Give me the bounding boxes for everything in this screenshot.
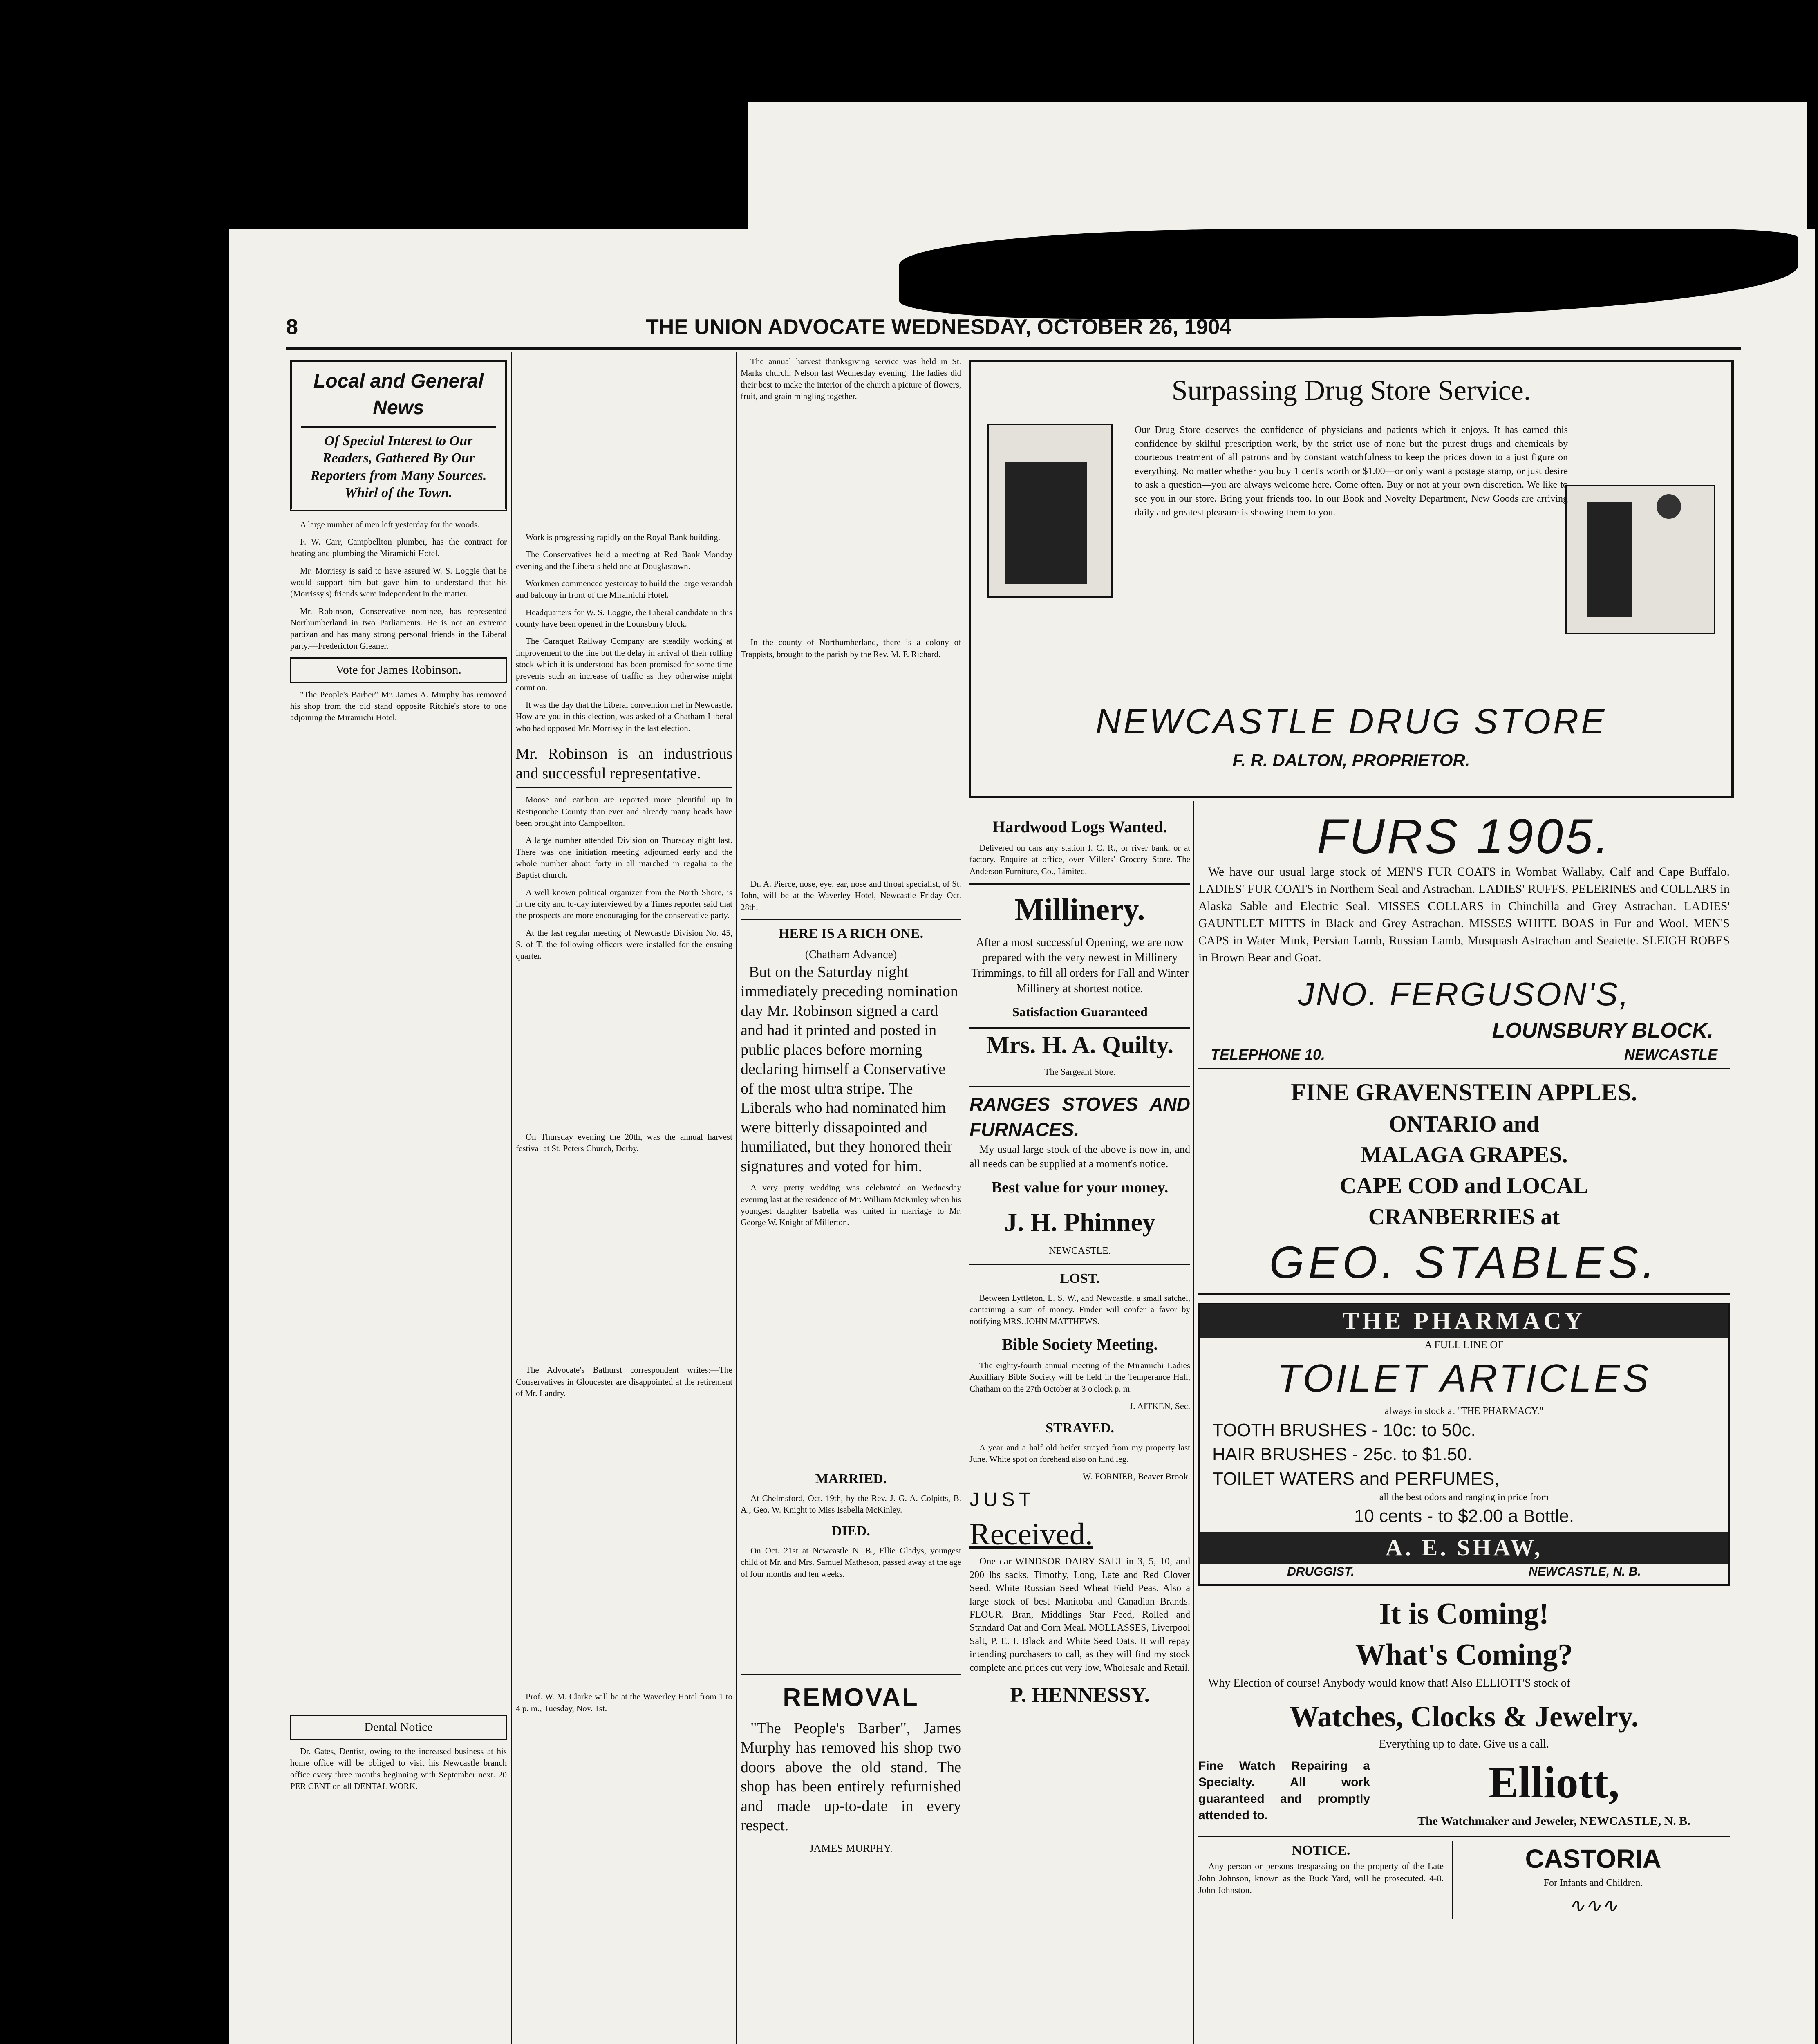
lost-title: LOST.: [969, 1264, 1190, 1288]
news-item: Work is progressing rapidly on the Royal Bank building.: [526, 532, 721, 542]
removal-signature: JAMES MURPHY.: [809, 1842, 893, 1854]
strayed-text: A year and a half old heifer strayed from my property last June. White spot on forehead also on hind leg.: [969, 1442, 1190, 1464]
news-item: The annual harvest thanksgiving service was held in St. Marks church, Nelson last Wednesday evening. The ladies did their best to make the interior of the church a picture of flowers, fruit, and grain mingling together.: [741, 356, 961, 401]
news-item: It was the day that the Liberal convention met in Newcastle. How are you in this election, was asked of a Chatham Liberal who had opposed Mr. Morrissy in the last election.: [516, 700, 732, 733]
logs-title: Hardwood Logs Wanted.: [992, 818, 1167, 836]
shaw-contact: [1200, 1564, 1728, 1580]
store-name: NEWCASTLE DRUG STORE: [1095, 702, 1607, 741]
coming-subheadline: What's Coming?: [1355, 1638, 1573, 1672]
died-title: DIED.: [832, 1524, 870, 1539]
apples-line: FINE GRAVENSTEIN APPLES.: [1291, 1078, 1637, 1106]
received-title: Received.: [969, 1517, 1093, 1551]
news-item: Mr. Robinson, Conservative nominee, has represented Northumberland in two Parliaments. He is not an extreme partizan and has many strong personal friends in the Liberal party.—Fredericton Gleaner.: [290, 606, 507, 651]
column-rule: [736, 352, 737, 2044]
pharmacist-illustration: [1565, 485, 1715, 634]
pharmacy-prices: 10 cents - to $2.00 a Bottle.: [1354, 1506, 1574, 1526]
hair-brushes: HAIR BRUSHES - 25c. to $1.50.: [1212, 1444, 1472, 1465]
masthead: [286, 315, 1741, 343]
drug-store-ad: [969, 360, 1734, 798]
hennessy-name: P. HENNESSY.: [1010, 1683, 1150, 1707]
repair-text: Fine Watch Repairing a Specialty. All work guaranteed and promptly attended to.: [1198, 1759, 1370, 1822]
news-item: F. W. Carr, Campbellton plumber, has the contract for heating and plumbing the Miramichi Hotel.: [290, 536, 507, 558]
column-rule: [1193, 801, 1194, 2044]
news-item: Workmen commenced yesterday to build the large verandah and balcony in front of the Miramichi Hotel.: [516, 578, 732, 600]
shaw-name: A. E. SHAW,: [1200, 1532, 1728, 1564]
logs-text: Delivered on cars any station I. C. R., or river bank, or at factory. Enquire at office, over Millers' Grocery Store. The Anderson Furniture, Co., Limited.: [969, 843, 1190, 876]
news-item: Headquarters for W. S. Loggie, the Liberal candidate in this county have been opened in the Lounsbury block.: [516, 607, 732, 629]
column-rule: [511, 352, 512, 2044]
column-1: [290, 360, 507, 2044]
received-text: One car WINDSOR DAIRY SALT in 3, 5, 10, and 200 lbs sacks. Timothy, Long, Late and Red Clover Seed. White Russian Seed Wheat Field Peas. Also a large stock of best Manitoba and Canadian Brands. FLOUR. Bran, Middlings Star Feed, Rolled and Standard Oat and Corn Meal. MOLLASSES, Liverpool Salt, P. E. I. Black and White Seed Oats. It will repay intending purchasers to call, as they will find my stock complete and prices cut very low, Wholesale and Retail.: [969, 1556, 1190, 1673]
stables-name: GEO. STABLES.: [1198, 1233, 1730, 1295]
ferguson-town: NEWCASTLE: [1624, 1046, 1717, 1063]
store-proprietor: F. R. DALTON, PROPRIETOR.: [1232, 751, 1470, 770]
capecod-line: CAPE COD and LOCAL: [1339, 1173, 1589, 1199]
married-text: At Chelmsford, Oct. 19th, by the Rev. J. G. A. Colpitts, B. A., Geo. W. Knight to Miss Isabella McKinley.: [741, 1493, 961, 1515]
ferguson-telephone: TELEPHONE 10.: [1211, 1046, 1325, 1063]
pharmacy-odors: all the best odors and ranging in price from: [1379, 1492, 1549, 1503]
news-item: The Caraquet Railway Company are steadily working at improvement to the line but the delay in arrival of their rolling stock which it is understood has been promised for some time prevents such an increase of traffic as they otherwise might count on.: [516, 636, 732, 693]
watches-line: Watches, Clocks & Jewelry.: [1290, 1700, 1639, 1733]
rich-one-text: But on the Saturday night immediately preceding nomination day Mr. Robinson signed a card and had it printed and posted in public places before morning declaring himself a Conservative of the most ultra stripe. The Liberals who had nominated him were bitterly dissapointed and humiliated, but they honored their signatures and voted for him.: [741, 963, 958, 1175]
dental-notice-title: Dental Notice: [290, 1715, 507, 1740]
news-item: Prof. W. M. Clarke will be at the Waverley Hotel from 1 to 4 p. m., Tuesday, Nov. 1st.: [516, 1692, 732, 1713]
notice-title: NOTICE.: [1292, 1843, 1350, 1858]
page-number: 8: [286, 315, 298, 339]
ontario-line: ONTARIO and: [1389, 1111, 1539, 1137]
column-3: [741, 356, 961, 2044]
shaw-location: NEWCASTLE, N. B.: [1528, 1564, 1641, 1578]
bible-title: Bible Society Meeting.: [1002, 1335, 1158, 1354]
toilet-articles: TOILET ARTICLES: [1277, 1356, 1651, 1400]
elliott-name: Elliott,: [1488, 1757, 1620, 1808]
news-item: "The People's Barber" Mr. James A. Murphy has removed his shop from the old stand opposite Ritchie's store to one adjoining the Miramichi Hotel.: [290, 689, 507, 723]
column-5: [1198, 809, 1730, 2044]
local-news-header: [290, 360, 507, 511]
just-label: JUST: [969, 1489, 1035, 1511]
column-4: [969, 809, 1190, 2044]
shaw-druggist: DRUGGIST.: [1287, 1564, 1355, 1578]
news-item: In the county of Northumberland, there is a colony of Trappists, brought to the parish by the Rev. M. F. Richard.: [741, 637, 961, 659]
news-item: A large number of men left yesterday for the woods.: [300, 519, 480, 529]
masthead-rule: [286, 347, 1741, 350]
news-item: On Thursday evening the 20th, was the annual harvest festival at St. Peters Church, Derby.: [516, 1132, 732, 1153]
elliott-subtitle: The Watchmaker and Jeweler, NEWCASTLE, N. B.: [1417, 1814, 1690, 1828]
married-title: MARRIED.: [815, 1471, 887, 1486]
news-item: Dr. A. Pierce, nose, eye, ear, nose and throat specialist, of St. John, will be at the Waverley Hotel, Newcastle Friday Oct. 28th.: [741, 879, 961, 912]
phinney-name: J. H. Phinney: [1004, 1208, 1155, 1237]
pharmacy-title: THE PHARMACY: [1200, 1304, 1728, 1338]
news-item: A well known political organizer from the North Shore, is in the city and to-day interviewed by a Times reporter said that the prospects are more encouraging for the conservative party.: [516, 887, 732, 921]
tooth-brushes: TOOTH BRUSHES - 10c: to 50c.: [1212, 1420, 1476, 1440]
pharmacy-ad: [1198, 1303, 1730, 1586]
section-title: Local and General News: [301, 368, 496, 428]
castoria-subtitle: For Infants and Children.: [1543, 1878, 1643, 1889]
coming-text: Why Election of course! Anybody would know that! Also ELLIOTT'S stock of: [1208, 1677, 1571, 1690]
millinery-text: After a most successful Opening, we are now prepared with the very newest in Millinery Trimmings, to fill all orders for Fall and Winter Millinery at shortest notice.: [971, 936, 1189, 995]
quilty-name: Mrs. H. A. Quilty.: [969, 1027, 1190, 1062]
castoria-title: CASTORIA: [1525, 1844, 1661, 1874]
news-item: Mr. Morrissy is said to have assured W. S. Loggie that he would support him but gave him to understand that his (Morrissy's) friends were independent in the matter.: [290, 565, 507, 599]
vote-box: Vote for James Robinson.: [290, 657, 507, 683]
strayed-title: STRAYED.: [1046, 1420, 1114, 1436]
robinson-note: Mr. Robinson is an industrious and successful representative.: [516, 740, 732, 788]
ranges-title: RANGES STOVES AND FURNACES.: [969, 1086, 1190, 1142]
rich-one-title: HERE IS A RICH ONE.: [741, 919, 961, 943]
news-item: The Conservatives held a meeting at Red Bank Monday evening and the Liberals held one at Douglastown.: [516, 549, 732, 571]
bible-text: The eighty-fourth annual meeting of the Miramichi Ladies Auxilliary Bible Society will be held in the Temperance Hall, Chatham on the 27th October at 3 o'clock p. m.: [969, 1360, 1190, 1394]
removal-text: "The People's Barber", James Murphy has removed his shop two doors above the old stand. The shop has been entirely refurnished and made up-to-date in every respect.: [741, 1719, 961, 1834]
ferguson-name: JNO. FERGUSON'S,: [1298, 976, 1630, 1012]
quilty-subtitle: The Sargeant Store.: [1044, 1067, 1115, 1077]
pharmacy-always: always in stock at "THE PHARMACY.": [1384, 1406, 1544, 1417]
news-item: A large number attended Division on Thursday night last. There was one initiation meeting adjourned early and the whole number about forty in all marched in regalia to the Baptist church.: [516, 835, 732, 880]
ferguson-block: LOUNSBURY BLOCK.: [1492, 1019, 1713, 1042]
news-item: Moose and caribou are reported more plentiful up in Restigouche County than ever and already many heads have been brought into Campbellton.: [516, 795, 732, 828]
lost-text: Between Lyttleton, L. S. W., and Newcastle, a small satchel, containing a sum of money. Finder will confer a favor by notifying MRS. JOHN MATTHEWS.: [969, 1293, 1190, 1326]
ferguson-contact: [1198, 1045, 1730, 1069]
rich-one-source: (Chatham Advance): [805, 948, 897, 961]
notice-text: Any person or persons trespassing on the property of the Late John Johnson, known as the Buck Yard, will be prosecuted. 4-8. John Johnston.: [1198, 1860, 1444, 1896]
news-item: Dr. Gates, Dentist, owing to the increased business at his home office will be obliged to visit his Newcastle branch office every three months beginning with September next. 20 PER CENT on all DENTAL WORK.: [290, 1746, 507, 1791]
strayed-signature: W. FORNIER, Beaver Brook.: [1082, 1471, 1190, 1482]
drug-ad-body: Our Drug Store deserves the confidence of physicians and patients which it enjoys. It has earned this confidence by skilful prescription work, by the strict use of none but the purest drugs and chemicals by courteous treatment of all patrons and by constant watchfulness to keep the prices down to a just figure on everything. No matter whether you buy 1 cent's worth or $1.00—or only want a postage stamp, or just desire to ask a question—you are always welcome here. Come often. Buy or not at your own discretion. We like to see you in our store. Bring your friends too. In our Book and Novelty Department, New Goods are arriving daily and greatest pleasure is showing them to you.: [1135, 425, 1568, 518]
bible-signature: J. AITKEN, Sec.: [1129, 1401, 1190, 1412]
column-2: [516, 531, 732, 2044]
news-item: A very pretty wedding was celebrated on Wednesday evening last at the residence of Mr. William McKinley when his youngest daughter Isabella was united in marriage to Mr. George W. Knight of Millerton.: [741, 1183, 961, 1228]
person-icon: [1657, 494, 1681, 519]
page-title: THE UNION ADVOCATE WEDNESDAY, OCTOBER 26, 1904: [646, 315, 1232, 339]
millinery-satisfaction: Satisfaction Guaranteed: [1012, 1004, 1148, 1019]
phinney-location: NEWCASTLE.: [1049, 1245, 1111, 1256]
toilet-waters: TOILET WATERS and PERFUMES,: [1212, 1468, 1500, 1489]
drug-ad-title: Surpassing Drug Store Service.: [1171, 375, 1531, 406]
furs-text: We have our usual large stock of MEN'S FUR COATS in Wombat Wallaby, Calf and Cape Buffalo. LADIES' FUR COATS in Northern Seal and Astrachan. LADIES' RUFFS, PELERINES and COLLARS in Alaska Sable and Electric Seal. MISSES COLLARS in Chinchilla and Grey Astrachan. LADIES' GAUNTLET MITTS in Black and Grey Astrachan. MISSES WHITE BOAS in Fur and Wool. MEN'S CAPS in Water Mink, Persian Lamb, Russian Lamb, Musquash Astrachan and Seaiette. SLEIGH ROBES in Brown Bear and Goat.: [1198, 865, 1730, 964]
pharmacy-full-line: A FULL LINE OF: [1424, 1338, 1504, 1351]
died-text: On Oct. 21st at Newcastle N. B., Ellie Gladys, youngest child of Mr. and Mrs. Samuel Matheson, passed away at the age of four months and ten weeks.: [741, 1546, 961, 1579]
cabinet-icon: [1587, 502, 1632, 617]
news-item: At the last regular meeting of Newcastle Division No. 45, S. of T. the following officers were installed for the ensuing quarter.: [516, 928, 732, 961]
everything-line: Everything up to date. Give us a call.: [1379, 1738, 1549, 1751]
signature-icon: ∿∿∿: [1568, 1894, 1618, 1917]
section-subtitle: Of Special Interest to Our Readers, Gathered By Our Reporters from Many Sources. Whirl of the Town.: [310, 433, 487, 501]
grapes-line: MALAGA GRAPES.: [1360, 1142, 1568, 1168]
removal-title: REMOVAL: [741, 1674, 961, 1715]
news-item: The Advocate's Bathurst correspondent writes:—The Conservatives in Gloucester are disappointed at the retirement of Mr. Landry.: [516, 1365, 732, 1398]
best-value: Best value for your money.: [991, 1179, 1169, 1197]
ranges-text: My usual large stock of the above is now in, and all needs can be supplied at a moment's notice.: [969, 1143, 1190, 1170]
medicine-bottle-icon: [1005, 462, 1087, 584]
coming-headline: It is Coming!: [1379, 1597, 1549, 1631]
millinery-title: Millinery.: [969, 883, 1190, 931]
furs-title: FURS 1905.: [1316, 809, 1612, 864]
prescription-illustration: [987, 424, 1113, 598]
cranberries-line: CRANBERRIES at: [1368, 1204, 1560, 1230]
